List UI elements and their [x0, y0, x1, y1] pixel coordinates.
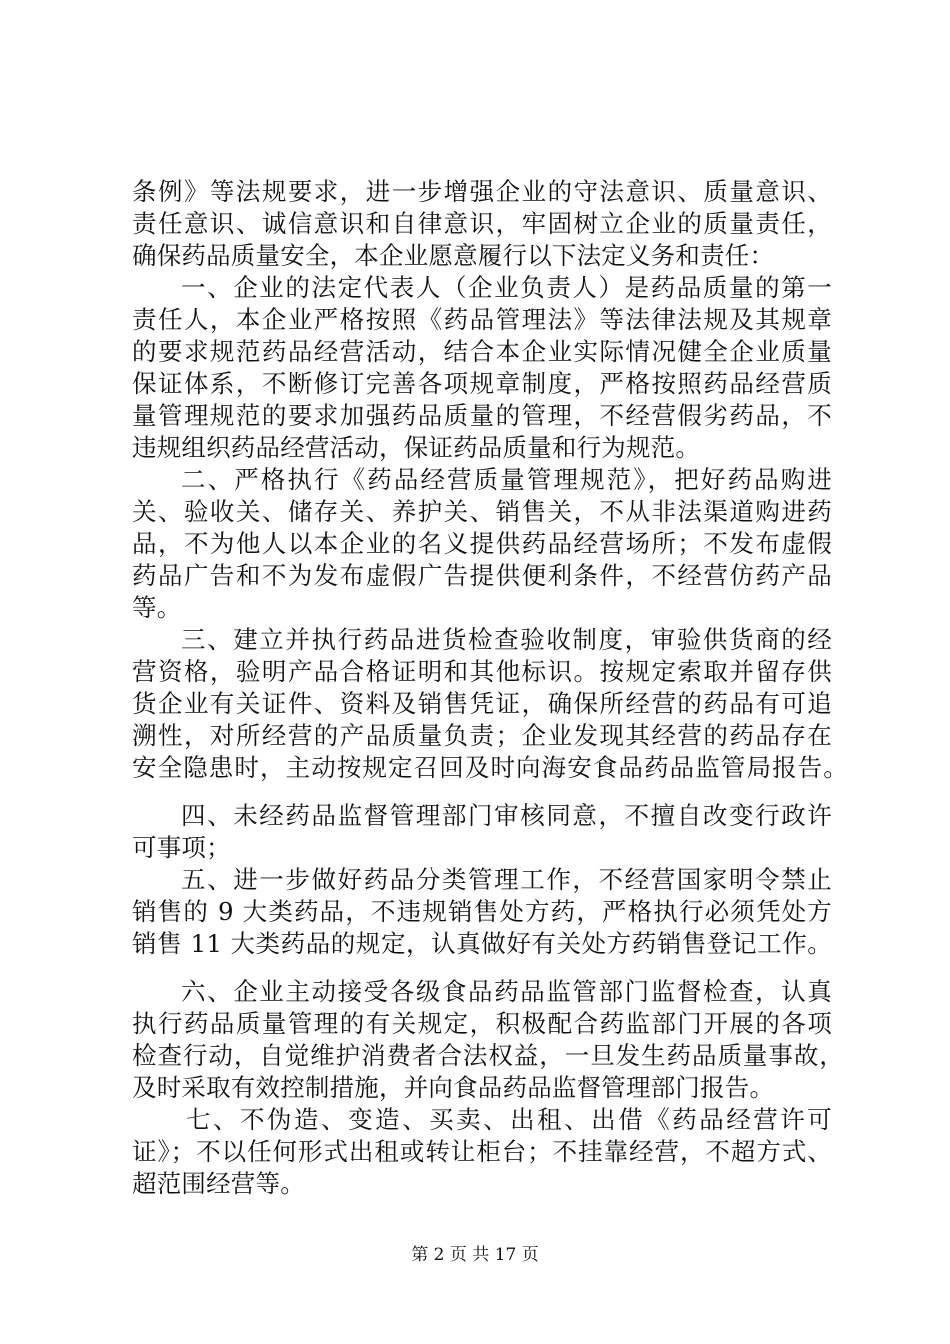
text-line: 品，不为他人以本企业的名义提供药品经营场所；不发布虚假: [132, 529, 832, 558]
text-line: 检查行动，自觉维护消费者合法权益，一旦发生药品质量事故，: [132, 1041, 844, 1070]
paragraph-7-start: 七、不伪造、变造、买卖、出租、出借《药品经营许可: [186, 1105, 832, 1134]
text-line: 条例》等法规要求，进一步增强企业的守法意识、质量意识、: [132, 177, 832, 206]
text-line: 药品广告和不为发布虚假广告提供便利条件，不经营仿药产品: [132, 561, 832, 590]
text-line: 违规组织药品经营活动，保证药品质量和行为规范。: [132, 433, 701, 462]
text-line: 销售 11 大类药品的规定，认真做好有关处方药销售登记工作。: [132, 929, 832, 958]
text-line: 责任意识、诚信意识和自律意识，牢固树立企业的质量责任，: [132, 209, 832, 238]
text-line: 及时采取有效控制措施，并向食品药品监督管理部门报告。: [132, 1073, 775, 1102]
text-line: 安全隐患时，主动按规定召回及时向海安食品药品监管局报告。: [132, 753, 848, 782]
text-line: 确保药品质量安全，本企业愿意履行以下法定义务和责任：: [132, 241, 775, 270]
text-line: 执行药品质量管理的有关规定，积极配合药监部门开展的各项: [132, 1009, 832, 1038]
text-line: 量管理规范的要求加强药品质量的管理，不经营假劣药品，不: [132, 401, 832, 430]
paragraph-1-start: 一、企业的法定代表人（企业负责人）是药品质量的第一: [181, 273, 832, 302]
paragraph-3-start: 三、建立并执行药品进货检查验收制度，审验供货商的经: [181, 625, 832, 654]
text-line: 等。: [132, 593, 182, 622]
text-line: 货企业有关证件、资料及销售凭证，确保所经营的药品有可追: [132, 689, 832, 718]
text-line: 关、验收关、储存关、养护关、销售关，不从非法渠道购进药: [132, 497, 832, 526]
paragraph-4-start: 四、未经药品监督管理部门审核同意，不擅自改变行政许: [181, 801, 832, 830]
text-line: 超范围经营等。: [132, 1169, 305, 1198]
text-line: 可事项；: [132, 833, 231, 862]
paragraph-5-start: 五、进一步做好药品分类管理工作，不经营国家明令禁止: [181, 865, 832, 894]
text-line: 的要求规范药品经营活动，结合本企业实际情况健全企业质量: [132, 337, 832, 366]
paragraph-2-start: 二、严格执行《药品经营质量管理规范》，把好药品购进: [181, 465, 832, 494]
text-line: 责任人，本企业严格按照《药品管理法》等法律法规及其规章: [132, 305, 832, 334]
page-number-footer: 第 2 页 共 17 页: [411, 1245, 539, 1265]
text-line: 保证体系，不断修订完善各项规章制度，严格按照药品经营质: [132, 369, 832, 398]
text-line: 证》；不以任何形式出租或转让柜台；不挂靠经营，不超方式、: [132, 1137, 832, 1166]
paragraph-6-start: 六、企业主动接受各级食品药品监管部门监督检查，认真: [181, 977, 832, 1006]
text-line: 销售的 9 大类药品，不违规销售处方药，严格执行必须凭处方: [132, 897, 832, 926]
text-line: 溯性，对所经营的产品质量负责；企业发现其经营的药品存在: [132, 721, 832, 750]
text-line: 营资格，验明产品合格证明和其他标识。按规定索取并留存供: [132, 657, 832, 686]
